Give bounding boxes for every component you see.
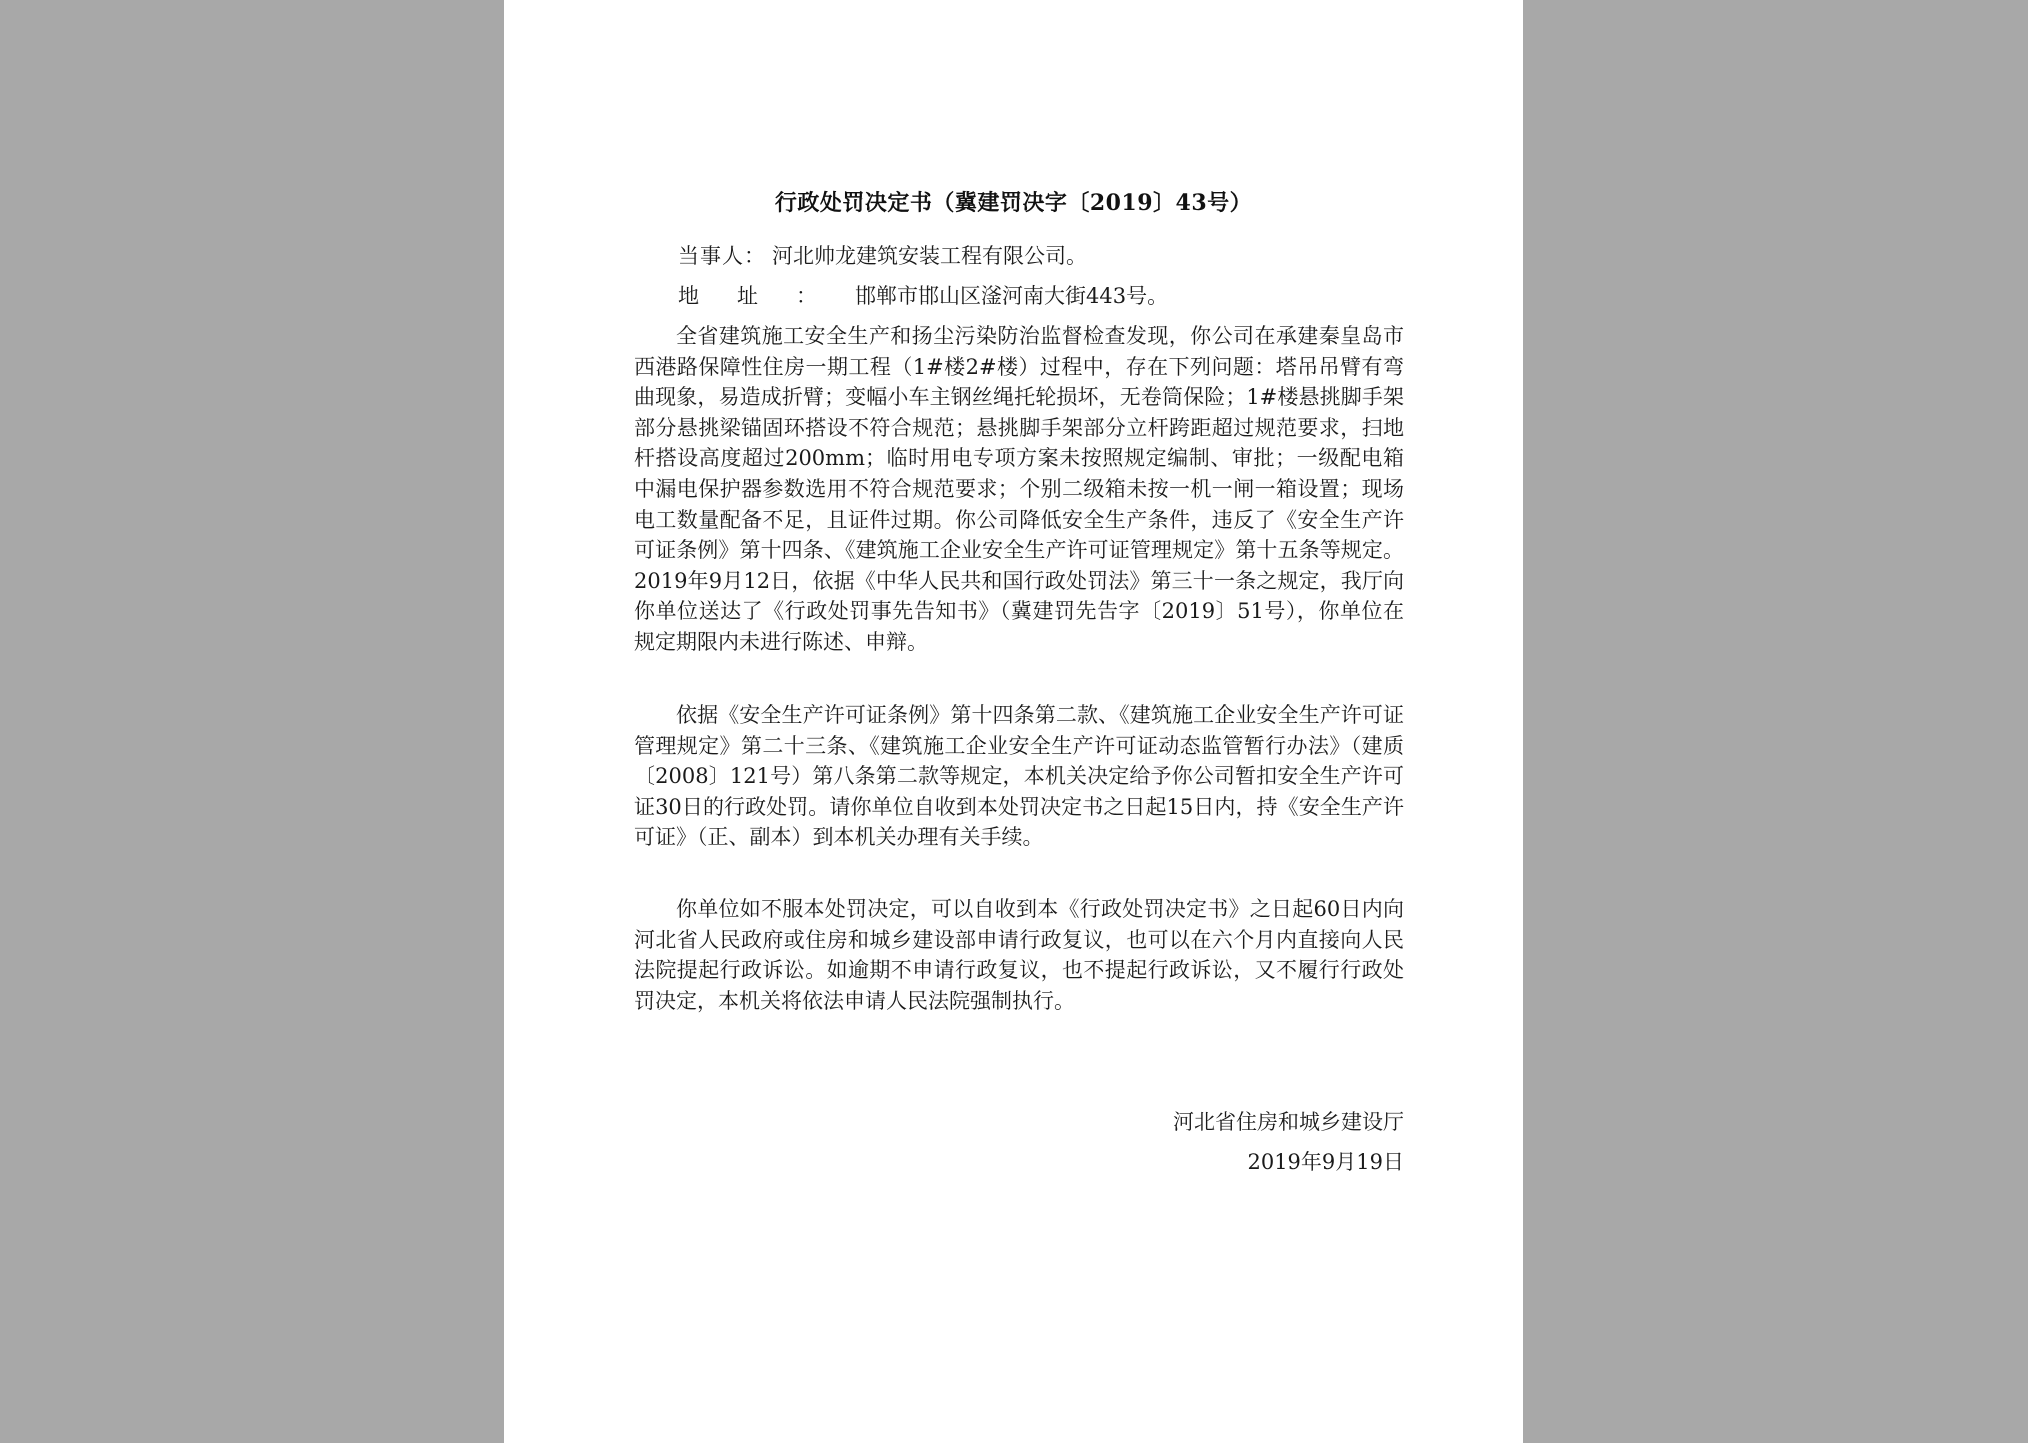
paragraph-decision: 依据《安全生产许可证条例》第十四条第二款、《建筑施工企业安全生产许可证管理规定》第二十三条、《建筑施工企业安全生产许可证动态监管暂行办法》（建质〔2008〕121号）第八条第二款等规定，本机关决定给予你公司暂扣安全生产许可证30日的行政处罚。请你单位自收到本处罚决定书之日起15日内，持《安全生产许可证》（正、副本）到本机关办理有关手续。 bbox=[634, 703, 1404, 850]
paragraph-findings: 全省建筑施工安全生产和扬尘污染防治监督检查发现，你公司在承建秦皇岛市西港路保障性住房一期工程（1#楼2#楼）过程中，存在下列问题：塔吊吊臂有弯曲现象，易造成折臂；变幅小车主钢丝绳托轮损坏，无卷筒保险；1#楼悬挑脚手架部分悬挑梁锚固环搭设不符合规范；悬挑脚手架部分立杆跨距超过规范要求，扫地杆搭设高度超过200mm；临时用电专项方案未按照规定编制、审批；一级配电箱中漏电保护器参数选用不符合规范要求；个别二级箱未按一机一闸一箱设置；现场电工数量配备不足，且证件过期。你公司降低安全生产条件，违反了《安全生产许可证条例》第十四条、《建筑施工企业安全生产许可证管理规定》第十五条等规定。2019年9月12日，依据《中华人民共和国行政处罚法》第三十一条之规定，我厅向你单位送达了《行政处罚事先告知书》（冀建罚先告字〔2019〕51号），你单位在规定期限内未进行陈述、申辩。 bbox=[634, 324, 1404, 654]
document-page bbox=[504, 0, 1523, 1443]
address-label: 地址： bbox=[678, 284, 855, 308]
signature-date: 2019年9月19日 bbox=[1247, 1150, 1404, 1174]
party-value: 河北帅龙建筑安装工程有限公司。 bbox=[772, 244, 1087, 268]
signature-organization: 河北省住房和城乡建设厅 bbox=[1173, 1110, 1404, 1134]
party-label: 当事人： bbox=[678, 244, 766, 268]
document-title: 行政处罚决定书（冀建罚决字〔2019〕43号） bbox=[774, 190, 1253, 216]
party-line bbox=[678, 240, 1087, 270]
paragraph-appeal: 你单位如不服本处罚决定，可以自收到本《行政处罚决定书》之日起60日内向河北省人民政府或住房和城乡建设部申请行政复议，也可以在六个月内直接向人民法院提起行政诉讼。如逾期不申请行政复议，也不提起行政诉讼，又不履行行政处罚决定，本机关将依法申请人民法院强制执行。 bbox=[634, 897, 1404, 1013]
address-value: 邯郸市邯山区滏河南大街443号。 bbox=[855, 284, 1169, 308]
address-line bbox=[678, 280, 1168, 310]
